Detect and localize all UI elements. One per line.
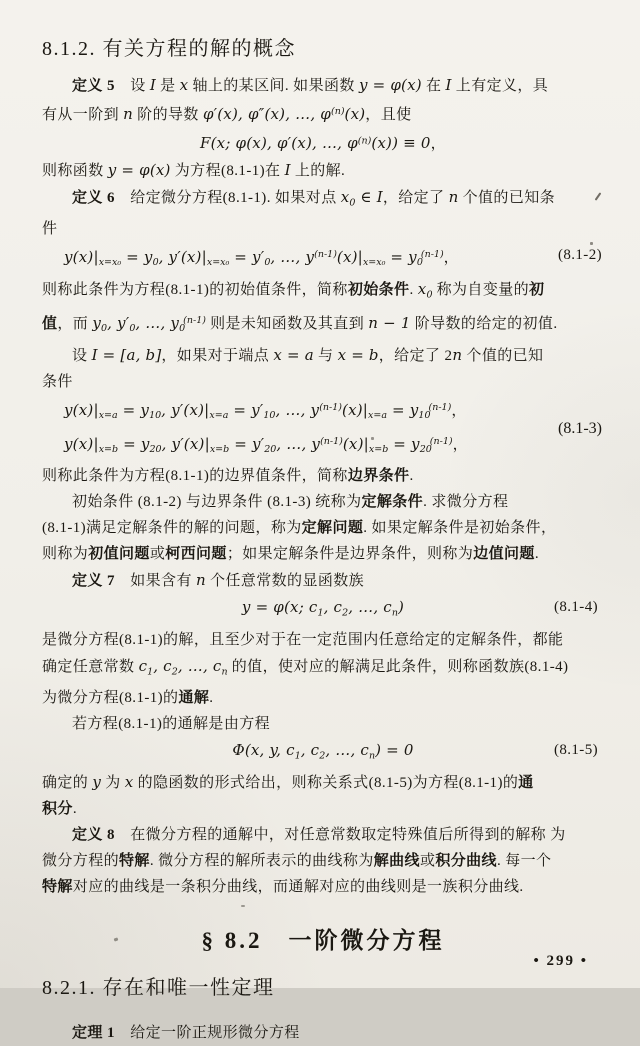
equation (64, 395, 558, 429)
subsection-heading: 8.2.1. 存在和唯一性定理 (42, 977, 275, 1000)
text-segment: . 微分方程的解所表示的曲线称为 (149, 853, 374, 870)
text-line (42, 72, 604, 99)
text-line (42, 848, 604, 874)
text-segment: 微分方程的 (42, 853, 120, 870)
text-segment: x = a (273, 346, 314, 365)
text-line (42, 567, 604, 594)
text-segment: = y (118, 435, 150, 454)
text-segment: n − 1 (368, 313, 411, 332)
text-segment: x = b (337, 346, 379, 365)
text-segment: x=x₀ (362, 256, 386, 268)
equation-body (200, 133, 446, 152)
text-segment: , y′(x)| (161, 401, 210, 419)
text-segment: x=x₀ (98, 256, 122, 268)
text-line (42, 342, 604, 369)
text-segment: 积分 (42, 801, 73, 818)
text-segment: y = φ(x) (358, 76, 422, 94)
text-segment: . 求微分方程 (423, 494, 509, 511)
text-segment: x (340, 187, 350, 206)
text-segment: ) = 0 (375, 741, 414, 759)
text-segment: 阶导数的给定的初值. (410, 315, 558, 332)
text-segment: 有从一阶到 (42, 106, 124, 123)
text-segment: (n-1) (183, 315, 206, 327)
text-segment: (n-1) (429, 436, 453, 448)
text-segment: (n-1) (319, 402, 343, 414)
text-line (42, 369, 604, 395)
text-segment: = y′ (229, 435, 265, 454)
text-segment: 个值的已知 (462, 348, 544, 365)
text-segment: 特解 (42, 879, 73, 896)
subsection-heading: 8.1.2. 有关方程的解的概念 (42, 38, 296, 60)
text-segment: 为 (101, 775, 125, 792)
text-segment: 20 (264, 444, 277, 456)
text-line (42, 276, 604, 308)
text-segment: , c (323, 598, 343, 617)
equation-number: (8.1-2) (557, 246, 602, 263)
text-segment: (n-1) (428, 402, 452, 414)
text-segment: I (445, 76, 452, 94)
text-segment: = y (385, 247, 417, 266)
text-segment: 边值问题 (473, 546, 535, 563)
text-line (42, 685, 604, 711)
text-segment: 与 (313, 348, 338, 365)
text-line (42, 157, 604, 184)
text-segment: x=a (98, 410, 118, 422)
text-segment: 则称此条件为方程(8.1-1)的边界值条件，简称 (42, 468, 348, 485)
text-segment: 设 (72, 348, 92, 365)
text-segment: y (92, 313, 102, 332)
page-content (42, 32, 604, 1046)
text-segment: 值 (42, 315, 58, 332)
text-segment: y(x)| (64, 401, 99, 419)
text-segment: 0 (129, 323, 136, 335)
text-segment: n (221, 666, 228, 677)
equation-number: (8.1-3) (558, 420, 602, 438)
text-segment: (x) (344, 104, 366, 123)
text-segment: 则是未知函数及其直到 (205, 315, 369, 332)
text-segment: 0 (101, 323, 108, 335)
text-segment: (n-1) (314, 248, 337, 260)
text-segment: x=b (209, 444, 230, 456)
text-segment: (x)) ≡ 0 (371, 133, 431, 152)
text-segment: 0 (264, 256, 271, 268)
text-segment: (n) (331, 106, 345, 117)
text-segment: I (149, 76, 156, 94)
text-segment: 或 (419, 853, 436, 870)
text-line (42, 653, 604, 685)
text-segment: 是微分方程(8.1-1)的解，且至少对于在一定范围内任意给定的定解条件，都能 (42, 631, 564, 648)
text-segment: . (72, 801, 77, 818)
text-segment: 定理 1 (72, 1025, 115, 1042)
text-segment: 如果含有 (114, 573, 197, 590)
text-segment: 的隐函数的形式给出，则称关系式(8.1-5)为方程(8.1-1)的 (133, 775, 519, 792)
text-segment: , …, c (348, 598, 392, 617)
text-segment: 0 (426, 289, 433, 301)
text-segment: 特解 (119, 853, 150, 870)
text-line (42, 99, 604, 128)
text-segment: 条件 (42, 374, 73, 391)
text-segment: . 如果定解条件是初始条件， (363, 520, 557, 537)
scan-speck (590, 242, 593, 245)
text-segment: 给定一阶正规形微分方程 (114, 1025, 300, 1042)
text-segment: = y′ (228, 401, 264, 419)
text-line (42, 769, 604, 796)
text-segment: ， (452, 437, 468, 454)
text-segment: , y′ (107, 313, 130, 332)
equation (42, 594, 604, 626)
text-segment: n (448, 187, 459, 206)
text-segment: 定义 6 (72, 189, 115, 206)
equation-lines (42, 395, 558, 463)
text-segment: n (369, 750, 376, 762)
text-segment: 上有定义，具 (451, 78, 549, 94)
text-segment: n (391, 607, 398, 619)
text-line (42, 874, 604, 900)
text-segment: ) (398, 598, 405, 617)
text-segment: 轴上的某区间. 如果函数 (188, 78, 359, 94)
text-segment: x=a (209, 410, 229, 422)
text-segment: , c (153, 656, 172, 675)
text-segment: . (409, 468, 414, 485)
text-segment: ；如果定解条件是边界条件，则称为 (226, 546, 474, 563)
text-segment: . (409, 281, 418, 298)
equation-body (64, 242, 459, 276)
text-segment: φ′(x), φ″(x), …, φ (202, 104, 331, 123)
text-segment: 1 (317, 607, 324, 619)
text-segment: 确定的 (42, 775, 93, 792)
scan-speck (241, 905, 245, 907)
text-line (42, 711, 604, 737)
text-line (42, 463, 604, 489)
equation-number: (8.1-5) (553, 742, 598, 758)
text-segment: , …, c (177, 656, 222, 675)
text-segment: 0 (179, 323, 186, 335)
text-segment: 10 (263, 410, 276, 422)
text-segment: 初 (529, 281, 545, 298)
text-segment: x=b (368, 444, 389, 456)
text-segment: 边界条件 (347, 468, 410, 485)
text-segment: I = [a, b] (91, 346, 162, 365)
text-segment: x (417, 279, 427, 298)
text-line (42, 515, 604, 541)
text-segment: , …, y (270, 247, 315, 266)
text-segment: 20 (149, 444, 162, 456)
text-segment: , …, c (325, 741, 370, 759)
text-segment: ，给定了 2 (378, 348, 453, 365)
text-segment: , …, y (275, 401, 320, 419)
scan-speck (371, 437, 374, 440)
equation (42, 242, 604, 276)
section-heading: § 8.2 一阶微分方程 (201, 928, 445, 954)
equation-body (241, 598, 405, 619)
equation (42, 737, 604, 769)
text-segment: 2 (319, 750, 326, 762)
text-segment: y = φ(x; c (241, 598, 318, 617)
text-segment: ， (443, 249, 460, 266)
text-segment: 定解条件 (361, 494, 424, 511)
text-segment: , …, y (276, 435, 321, 454)
text-line (42, 308, 604, 342)
text-segment: c (138, 656, 148, 675)
text-segment: , y′(x)| (158, 247, 207, 266)
text-segment: 个值的已知条 (458, 189, 556, 206)
text-segment: = y (121, 247, 153, 266)
text-segment: 初值问题 (88, 546, 150, 563)
text-segment: (n-1) (320, 436, 343, 448)
text-segment: 定义 7 (72, 573, 115, 590)
equation-group (42, 395, 604, 463)
text-segment: n (452, 346, 463, 365)
text-segment: Φ(x, y, c (232, 741, 295, 759)
page-number: • 299 • (533, 953, 588, 969)
text-segment: F(x; φ(x), φ′(x), …, φ (200, 133, 358, 152)
text-segment: (n) (357, 134, 372, 146)
text-segment: ， (430, 135, 446, 152)
text-segment: (8.1-1)满足定解条件的解的问题，称为 (42, 520, 302, 537)
equation (42, 128, 604, 157)
text-segment: y(x)| (64, 435, 99, 454)
equation-number: (8.1-4) (553, 599, 598, 616)
text-segment: , y′(x)| (161, 435, 210, 454)
text-segment: 为微分方程(8.1-1)的 (42, 690, 179, 706)
text-segment: , …, y (135, 313, 180, 332)
text-segment: 通解 (178, 690, 210, 706)
text-line (42, 216, 604, 242)
text-segment: = y (387, 401, 419, 419)
text-segment: 确定任意常数 (42, 658, 139, 675)
text-segment: 通 (518, 775, 534, 792)
text-segment: y = φ(x) (107, 160, 171, 179)
text-segment: (n-1) (420, 248, 444, 260)
text-segment: 解曲线 (373, 853, 420, 870)
text-segment: 对应的曲线是一条积分曲线，而通解对应的曲线则是一族积分曲线. (72, 879, 524, 896)
text-segment: ，给定了 (382, 189, 449, 206)
text-segment: 初始条件 (347, 281, 410, 298)
text-segment: . (209, 690, 214, 706)
text-segment: x=x₀ (206, 256, 230, 268)
text-segment: , c (300, 741, 320, 759)
text-segment: 或 (149, 546, 166, 563)
text-segment: 则称此条件为方程(8.1-1)的初始值条件，简称 (42, 281, 348, 298)
text-segment: 称为自变量的 (432, 281, 530, 298)
text-segment: 则称为 (42, 546, 89, 563)
text-segment: x=a (368, 410, 388, 422)
text-segment: 若方程(8.1-1)的通解是由方程 (72, 716, 271, 732)
text-segment: x (179, 76, 189, 94)
text-segment: 2 (171, 666, 178, 677)
text-segment: 0 (152, 256, 159, 268)
text-segment: ∈ I (355, 187, 383, 206)
text-segment: n (123, 104, 134, 123)
text-segment: 0 (416, 256, 423, 268)
equation-body (232, 741, 414, 762)
text-segment: 在微分方程的通解中，对任意常数取定特殊值后所得到的解称 为 (114, 827, 566, 844)
text-segment: 在 (421, 78, 446, 94)
text-line (42, 796, 604, 822)
text-segment: n (196, 571, 206, 590)
text-segment: = y′ (229, 247, 265, 266)
text-segment: 个任意常数的显函数族 (205, 573, 365, 590)
text-segment: 0 (349, 196, 356, 208)
text-segment: 设 (114, 78, 150, 94)
text-segment: (x)| (342, 435, 369, 454)
text-line (42, 489, 604, 515)
text-segment: . (534, 546, 539, 563)
text-segment: 1 (147, 666, 154, 677)
text-segment: 10 (149, 410, 162, 422)
text-segment: y(x)| (64, 247, 99, 266)
text-segment: 件 (42, 220, 58, 237)
text-line (42, 1020, 604, 1046)
text-segment: 2 (342, 607, 349, 619)
text-line (42, 541, 604, 567)
text-segment: 阶的导数 (133, 106, 203, 123)
text-segment: 10 (418, 410, 431, 422)
text-segment: 定义 5 (72, 78, 115, 94)
text-segment: x (124, 773, 134, 792)
text-segment: = y (388, 435, 420, 454)
text-segment: (x)| (342, 401, 369, 419)
text-segment: 为方程(8.1-1)在 (170, 162, 285, 179)
text-line (42, 627, 604, 653)
text-segment: 积分曲线 (435, 853, 497, 870)
text-segment: 给定微分方程(8.1-1). 如果对点 (114, 189, 341, 206)
text-segment: 则称函数 (42, 162, 108, 179)
text-segment: ，而 (57, 315, 93, 332)
text-segment: 20 (419, 444, 432, 456)
text-segment: x=b (98, 444, 119, 456)
text-segment: ，且使 (365, 106, 412, 123)
text-segment: 定义 8 (72, 827, 115, 844)
text-segment: ， (451, 403, 467, 419)
text-line (42, 822, 604, 848)
text-segment: = y (117, 401, 150, 419)
text-segment: (x)| (336, 247, 363, 266)
text-segment: 初始条件 (8.1-2) 与边界条件 (8.1-3) 统称为 (72, 494, 362, 511)
text-segment: y (92, 773, 102, 792)
text-segment: 柯西问题 (165, 546, 227, 563)
text-segment: ，如果对于端点 (161, 348, 274, 365)
text-segment: . 每一个 (496, 853, 552, 870)
text-segment: I (284, 160, 291, 179)
text-line (42, 184, 604, 216)
text-segment: 定解问题 (301, 520, 364, 537)
equation (64, 429, 558, 463)
text-segment: 的值，使对应的解满足此条件，则称函数族(8.1-4) (227, 658, 569, 675)
text-segment: 上的解. (290, 162, 346, 179)
text-segment: 1 (294, 750, 301, 762)
text-segment: 是 (155, 78, 180, 94)
